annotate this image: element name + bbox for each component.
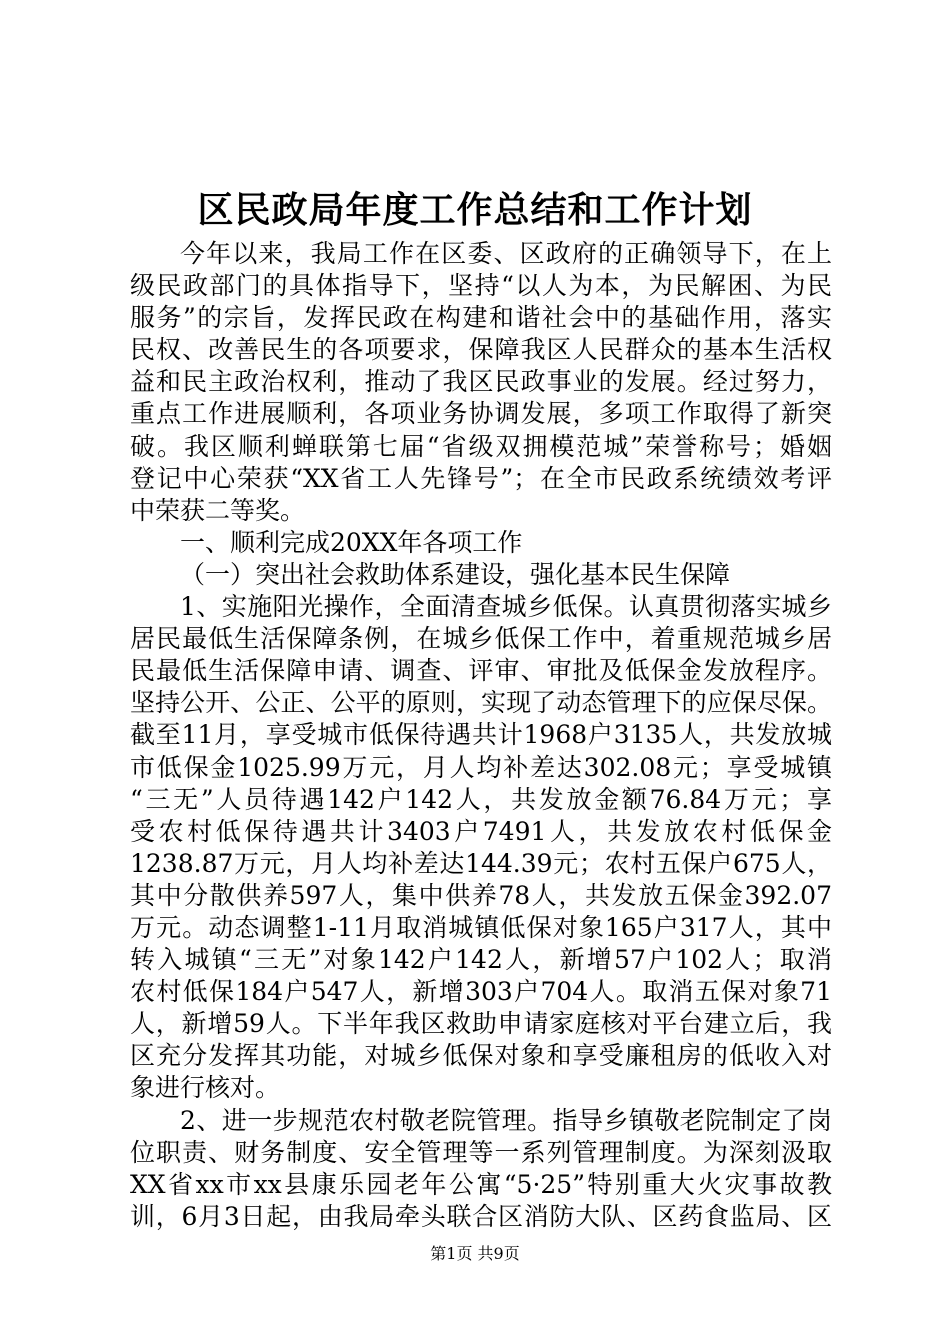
text-line: 中荣获二等奖。 <box>130 495 306 525</box>
text-line: 1238.87万元，月人均补差达144.39元；农村五保户675人， <box>130 848 832 878</box>
text-line: 受农村低保待遇共计3403户7491人，共发放农村低保金 <box>130 816 832 846</box>
text-line: 民权、改善民生的各项要求，保障我区人民群众的基本生活权 <box>130 335 832 365</box>
text-line: 位职责、财务制度、安全管理等一系列管理制度。为深刻汲取 <box>130 1137 832 1167</box>
document-title: 区民政局年度工作总结和工作计划 <box>197 189 753 231</box>
text-line: 居民最低生活保障条例，在城乡低保工作中，着重规范城乡居 <box>130 624 832 654</box>
text-line: 服务”的宗旨，发挥民政在构建和谐社会中的基础作用，落实 <box>130 303 832 333</box>
document-body <box>130 238 832 1233</box>
text-line: 登记中心荣获“XX省工人先锋号”；在全市民政系统绩效考评 <box>130 463 832 493</box>
text-line: 象进行核对。 <box>130 1073 281 1103</box>
text-line: 级民政部门的具体指导下，坚持“以人为本，为民解困、为民 <box>130 271 832 301</box>
text-line: 训，6月3日起，由我局牵头联合区消防大队、区药食监局、区 <box>130 1201 832 1231</box>
text-line: 坚持公开、公正、公平的原则，实现了动态管理下的应保尽保。 <box>130 688 832 718</box>
text-line: 截至11月，享受城市低保待遇共计1968户3135人，共发放城 <box>130 720 832 750</box>
text-line: XX省xx市xx县康乐园老年公寓“5·25”特别重大火灾事故教 <box>130 1169 832 1199</box>
text-line: 民最低生活保障申请、调查、评审、审批及低保金发放程序。 <box>130 656 832 686</box>
text-line: 万元。动态调整1-11月取消城镇低保对象165户317人，其中 <box>130 912 832 942</box>
text-line: 2、进一步规范农村敬老院管理。指导乡镇敬老院制定了岗 <box>180 1105 832 1135</box>
text-line: 1、实施阳光操作，全面清查城乡低保。认真贯彻落实城乡 <box>180 592 832 622</box>
text-line: 重点工作进展顺利，各项业务协调发展，多项工作取得了新突 <box>130 399 832 429</box>
text-line: 区充分发挥其功能，对城乡低保对象和享受廉租房的低收入对 <box>130 1041 832 1071</box>
text-line: 其中分散供养597人，集中供养78人，共发放五保金392.07 <box>130 880 832 910</box>
text-line: 人，新增59人。下半年我区救助申请家庭核对平台建立后，我 <box>130 1009 832 1039</box>
text-line: （一）突出社会救助体系建设，强化基本民生保障 <box>180 559 731 589</box>
text-line: 农村低保184户547人，新增303户704人。取消五保对象71 <box>130 977 832 1007</box>
text-line: 一、顺利完成20XX年各项工作 <box>180 527 523 557</box>
text-line: 益和民主政治权利，推动了我区民政事业的发展。经过努力， <box>130 367 832 397</box>
text-line: 今年以来，我局工作在区委、区政府的正确领导下，在上 <box>180 239 832 268</box>
page-footer: 第1页 共9页 <box>430 1244 520 1263</box>
text-line: “三无”人员待遇142户142人，共发放金额76.84万元；享 <box>130 784 832 814</box>
text-line: 破。我区顺利蝉联第七届“省级双拥模范城”荣誉称号；婚姻 <box>130 431 832 461</box>
text-line: 市低保金1025.99万元，月人均补差达302.08元；享受城镇 <box>130 752 832 782</box>
text-line: 转入城镇“三无”对象142户142人，新增57户102人；取消 <box>130 945 832 975</box>
